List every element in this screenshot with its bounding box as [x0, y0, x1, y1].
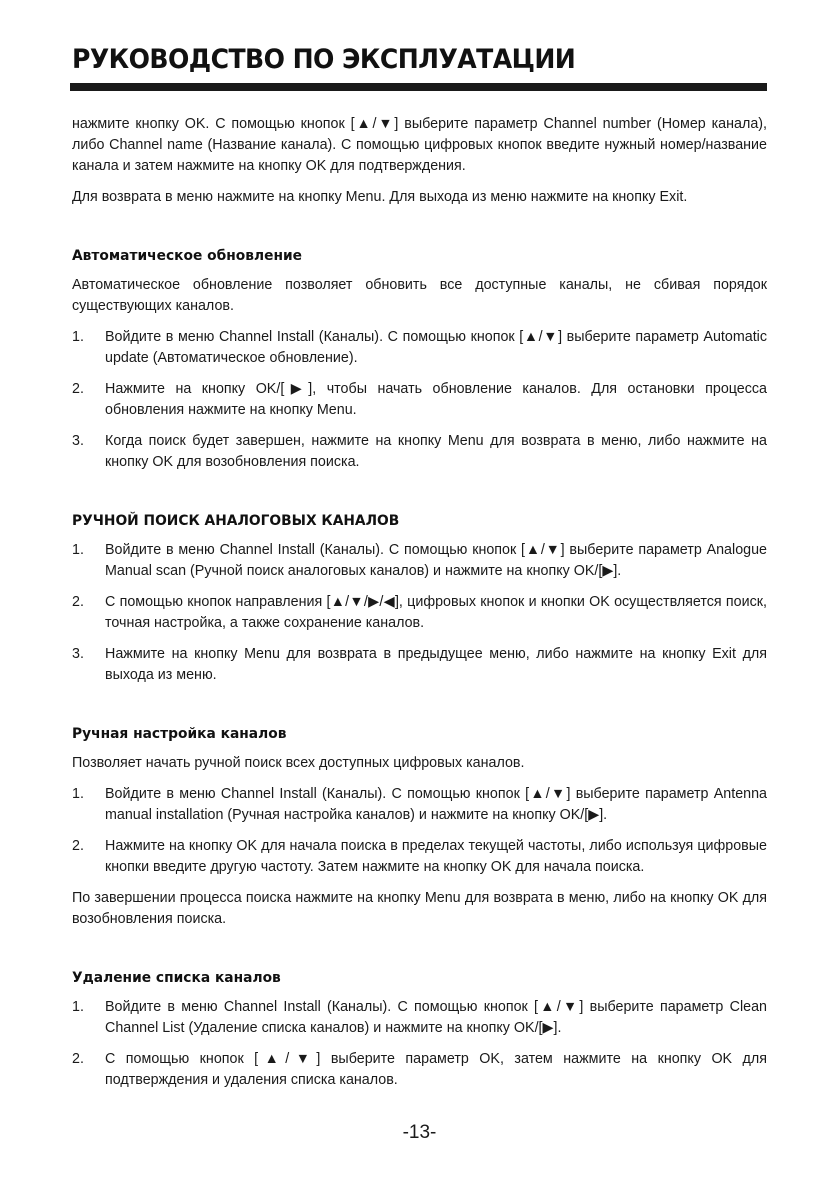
step-number: 1.	[72, 999, 84, 1015]
page-number: -13-	[402, 1122, 437, 1143]
section-heading: РУЧНОЙ ПОИСК АНАЛОГОВЫХ КАНАЛОВ	[72, 513, 400, 529]
step-text: Нажмите на кнопку OK для начала поиска в пределах текущей частоты, либо используя цифровые кнопки введите другую частоту. Затем нажмите на кнопку OK для начала поиска.	[105, 838, 767, 875]
list-item	[72, 327, 767, 369]
steps-list	[72, 784, 767, 878]
list-item	[72, 592, 767, 634]
step-number: 2.	[72, 594, 84, 610]
steps-list	[72, 997, 767, 1091]
list-item	[72, 379, 767, 421]
intro-paragraph: нажмите кнопку OK. С помощью кнопок [▲/▼] выберите параметр Channel number (Номер канала), либо Channel name (Название канала). С помощью цифровых кнопок введите нужный номер/название канала и затем нажмите на кнопку OK для подтверждения.	[72, 116, 767, 174]
step-number: 1.	[72, 786, 84, 802]
step-number: 2.	[72, 1051, 84, 1067]
section-analog-manual-scan	[72, 511, 767, 686]
step-number: 3.	[72, 433, 84, 449]
step-number: 2.	[72, 838, 84, 854]
step-text: С помощью кнопок [▲/▼] выберите параметр OK, затем нажмите на кнопку OK для подтверждения и удаления списка каналов.	[105, 1051, 767, 1088]
step-number: 1.	[72, 542, 84, 558]
list-item	[72, 431, 767, 473]
section-description: Позволяет начать ручной поиск всех доступных цифровых каналов.	[72, 755, 525, 771]
list-item	[72, 784, 767, 826]
step-number: 2.	[72, 381, 84, 397]
list-item	[72, 836, 767, 878]
step-text: Войдите в меню Channel Install (Каналы). С помощью кнопок [▲/▼] выберите параметр Automatic update (Автоматическое обновление).	[105, 329, 767, 366]
page-title: РУКОВОДСТВО ПО ЭКСПЛУАТАЦИИ	[72, 44, 576, 75]
section-heading: Автоматическое обновление	[72, 248, 303, 264]
section-description: Автоматическое обновление позволяет обновить все доступные каналы, не сбивая порядок существующих каналов.	[72, 277, 767, 314]
section-heading: Удаление списка каналов	[72, 970, 281, 986]
step-text: Нажмите на кнопку OK/[▶], чтобы начать обновление каналов. Для остановки процесса обновления нажмите на кнопку Menu.	[105, 381, 767, 418]
list-item	[72, 540, 767, 582]
step-number: 3.	[72, 646, 84, 662]
step-text: Когда поиск будет завершен, нажмите на кнопку Menu для возврата в меню, либо нажмите на кнопку OK для возобновления поиска.	[105, 433, 767, 470]
list-item	[72, 644, 767, 686]
steps-list	[72, 540, 767, 686]
step-text: Войдите в меню Channel Install (Каналы). С помощью кнопок [▲/▼] выберите параметр Analogue Manual scan (Ручной поиск аналоговых каналов) и нажмите на кнопку OK/[▶].	[105, 542, 767, 579]
step-text: Войдите в меню Channel Install (Каналы). С помощью кнопок [▲/▼] выберите параметр Clean Channel List (Удаление списка каналов) и нажмите на кнопку OK/[▶].	[105, 999, 767, 1036]
title-divider	[70, 83, 767, 91]
section-manual-tuning	[72, 724, 767, 930]
list-item	[72, 997, 767, 1039]
section-auto-update	[72, 246, 767, 473]
page-content	[72, 114, 767, 1091]
step-number: 1.	[72, 329, 84, 345]
steps-list	[72, 327, 767, 473]
section-clear-channel-list	[72, 968, 767, 1091]
section-footer-note: По завершении процесса поиска нажмите на кнопку Menu для возврата в меню, либо на кнопку OK для возобновления поиска.	[72, 890, 767, 927]
step-text: Нажмите на кнопку Menu для возврата в предыдущее меню, либо нажмите на кнопку Exit для выхода из меню.	[105, 646, 767, 683]
step-text: Войдите в меню Channel Install (Каналы). С помощью кнопок [▲/▼] выберите параметр Antenna manual installation (Ручная настройка каналов) и нажмите на кнопку OK/[▶].	[105, 786, 767, 823]
section-heading: Ручная настройка каналов	[72, 726, 287, 742]
list-item	[72, 1049, 767, 1091]
step-text: С помощью кнопок направления [▲/▼/▶/◀], цифровых кнопок и кнопки OK осуществляется поиск, точная настройка, а также сохранение каналов.	[105, 594, 767, 631]
intro-paragraph: Для возврата в меню нажмите на кнопку Menu. Для выхода из меню нажмите на кнопку Exit.	[72, 189, 688, 205]
